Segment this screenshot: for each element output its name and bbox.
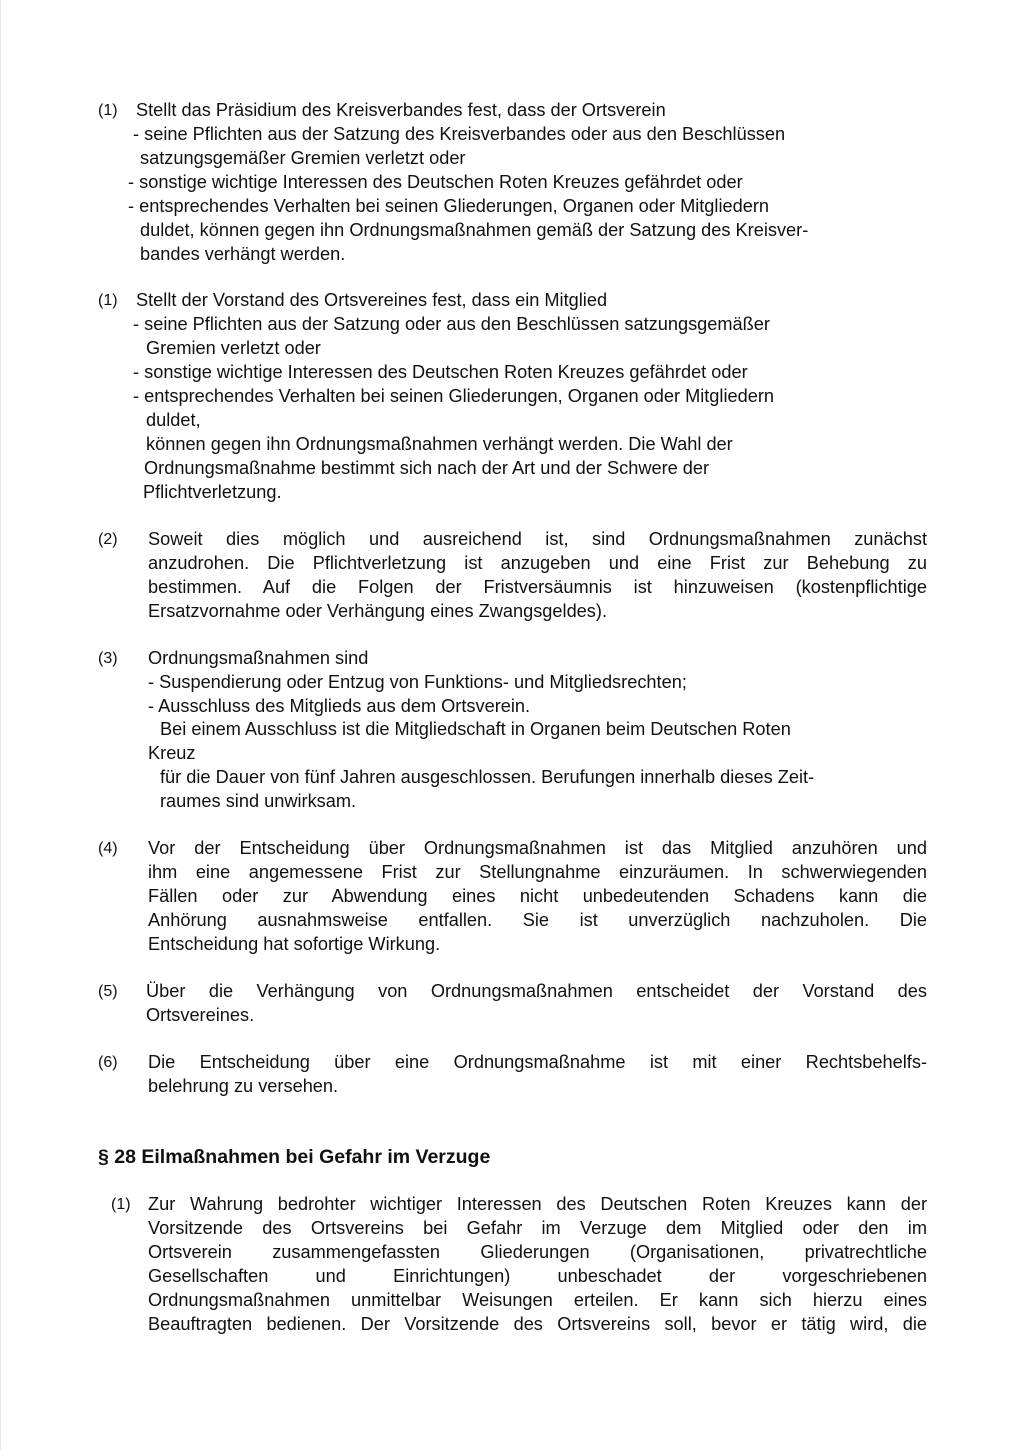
paragraph-number: (1) <box>111 1196 131 1213</box>
text-line: können gegen ihn Ordnungsmaßnahmen verhängt werden. Die Wahl der <box>146 434 733 454</box>
text-line: Ersatzvornahme oder Verhängung eines Zwangsgeldes). <box>148 601 608 621</box>
paragraph-number: (6) <box>98 1054 118 1071</box>
text-line: Ortsverein zusammengefassten Gliederungen (Organisationen, privatrechtliche <box>148 1242 927 1262</box>
text-line: belehrung zu versehen. <box>148 1076 339 1096</box>
text-line: Anhörung ausnahmsweise entfallen. Sie ist unverzüglich nachzuholen. Die <box>148 910 927 930</box>
text-line: duldet, <box>146 410 201 430</box>
text-line: Ordnungsmaßnahmen unmittelbar Weisungen erteilen. Er kann sich hierzu eines <box>148 1290 927 1310</box>
text-line: raumes sind unwirksam. <box>160 791 357 811</box>
text-line: Ordnungsmaßnahmen sind <box>148 648 369 668</box>
text-line: - entsprechendes Verhalten bei seinen Gliederungen, Organen oder Mitgliedern <box>133 386 775 406</box>
section-heading: § 28 Eilmaßnahmen bei Gefahr im Verzuge <box>98 1146 491 1168</box>
text-line: Pflichtverletzung. <box>143 482 282 502</box>
text-line: - entsprechendes Verhalten bei seinen Gliederungen, Organen oder Mitgliedern <box>128 196 770 216</box>
paragraph-number: (3) <box>98 650 118 667</box>
text-line: bestimmen. Auf die Folgen der Fristversäumnis ist hinzuweisen (kostenpflichtige <box>148 577 927 597</box>
text-line: Gremien verletzt oder <box>146 338 321 358</box>
text-line: bandes verhängt werden. <box>140 244 346 264</box>
paragraph-number: (5) <box>98 983 118 1000</box>
text-line: - Ausschluss des Mitglieds aus dem Ortsverein. <box>148 696 531 716</box>
text-line: für die Dauer von fünf Jahren ausgeschlossen. Berufungen innerhalb dieses Zeit- <box>160 767 815 787</box>
text-line: Soweit dies möglich und ausreichend ist, sind Ordnungsmaßnahmen zunächst <box>148 529 927 549</box>
text-line: - Suspendierung oder Entzug von Funktions- und Mitgliedsrechten; <box>148 672 687 692</box>
text-line: Ordnungsmaßnahme bestimmt sich nach der Art und der Schwere der <box>144 458 710 478</box>
text-line: satzungsgemäßer Gremien verletzt oder <box>140 148 466 168</box>
text-line: Beauftragten bedienen. Der Vorsitzende des Ortsvereins soll, bevor er tätig wird, die <box>148 1314 927 1334</box>
text-line: Vor der Entscheidung über Ordnungsmaßnahmen ist das Mitglied anzuhören und <box>148 838 927 858</box>
text-line: ihm eine angemessene Frist zur Stellungnahme einzuräumen. In schwerwiegenden <box>148 862 927 882</box>
text-line: Über die Verhängung von Ordnungsmaßnahmen entscheidet der Vorstand des <box>146 981 927 1001</box>
paragraph-number: (4) <box>98 840 118 857</box>
text-line: - sonstige wichtige Interessen des Deutschen Roten Kreuzes gefährdet oder <box>128 172 743 192</box>
text-line: Gesellschaften und Einrichtungen) unbeschadet der vorgeschriebenen <box>148 1266 927 1286</box>
text-line: Fällen oder zur Abwendung eines nicht unbedeutenden Schadens kann die <box>148 886 927 906</box>
text-line: Kreuz <box>148 743 196 763</box>
paragraph-number: (2) <box>98 531 118 548</box>
text-line: Die Entscheidung über eine Ordnungsmaßnahme ist mit einer Rechtsbehelfs- <box>148 1052 927 1072</box>
text-line: Zur Wahrung bedrohter wichtiger Interessen des Deutschen Roten Kreuzes kann der <box>148 1194 927 1214</box>
text-line: duldet, können gegen ihn Ordnungsmaßnahmen gemäß der Satzung des Kreisver- <box>140 220 809 240</box>
text-line: - seine Pflichten aus der Satzung oder aus den Beschlüssen satzungsgemäßer <box>133 314 770 334</box>
text-line: Entscheidung hat sofortige Wirkung. <box>148 934 441 954</box>
paragraph-number: (1) <box>98 292 118 309</box>
text-line: Ortsvereines. <box>146 1005 255 1025</box>
text-line: Stellt der Vorstand des Ortsvereines fest, dass ein Mitglied <box>136 290 608 310</box>
text-line: Vorsitzende des Ortsvereins bei Gefahr im Verzuge dem Mitglied oder den im <box>148 1218 927 1238</box>
text-line: Stellt das Präsidium des Kreisverbandes fest, dass der Ortsverein <box>136 100 666 120</box>
text-line: - seine Pflichten aus der Satzung des Kreisverbandes oder aus den Beschlüssen <box>133 124 786 144</box>
text-line: Bei einem Ausschluss ist die Mitgliedschaft in Organen beim Deutschen Roten <box>160 719 791 739</box>
text-line: anzudrohen. Die Pflichtverletzung ist anzugeben und eine Frist zur Behebung zu <box>148 553 927 573</box>
paragraph-number: (1) <box>98 102 118 119</box>
text-line: - sonstige wichtige Interessen des Deutschen Roten Kreuzes gefährdet oder <box>133 362 748 382</box>
